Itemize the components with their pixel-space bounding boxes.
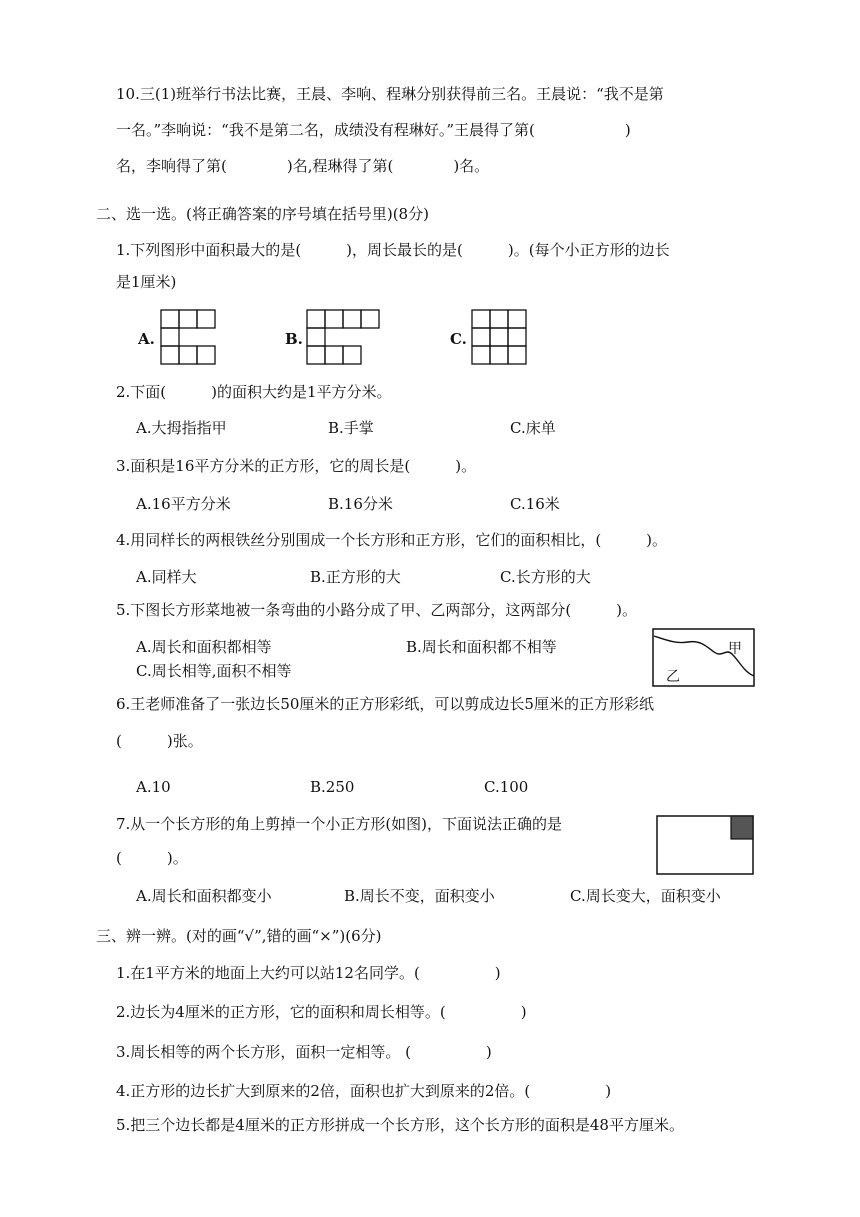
region-jia-label: 甲 [728, 641, 742, 657]
s2-q6-option-a: A.10 [136, 778, 171, 796]
s2-q7-line1: 7.从一个长方形的角上剪掉一个小正方形(如图)，下面说法正确的是 [116, 815, 563, 833]
figure-c-label: C. [450, 330, 467, 348]
s2-q6-line1: 6.王老师准备了一张边长50厘米的正方形彩纸，可以剪成边长5厘米的正方形彩纸 [116, 695, 654, 713]
q10-line1: 10.三(1)班举行书法比赛，王晨、李响、程琳分别获得前三名。王晨说：“我不是第 [116, 85, 664, 103]
s2-q3-option-c: C.16米 [510, 495, 560, 513]
s2-q4-option-c: C.长方形的大 [500, 568, 591, 586]
section3-heading: 三、辨一辨。(对的画“√”,错的画“×”)(6分) [96, 927, 382, 945]
section2-heading: 二、选一选。(将正确答案的序号填在括号里)(8分) [96, 205, 429, 223]
figure-a-label: A. [138, 330, 155, 348]
region-yi-label: 乙 [666, 669, 680, 685]
figure-b-label: B. [285, 330, 303, 348]
s3-item-1: 1.在1平方米的地面上大约可以站12名同学。( ) [116, 964, 501, 982]
s2-q7-option-a: A.周长和面积都变小 [136, 887, 272, 905]
s2-q4-option-a: A.同样大 [136, 568, 197, 586]
s2-q4-text: 4.用同样长的两根铁丝分别围成一个长方形和正方形，它们的面积相比，( )。 [116, 531, 668, 549]
cut-rectangle-figure [656, 815, 756, 877]
s2-q6-line2: ( )张。 [116, 732, 203, 750]
s2-q5-option-a: A.周长和面积都相等 [136, 638, 272, 656]
figure-b [306, 309, 386, 369]
s2-q7-option-b: B.周长不变，面积变小 [344, 887, 495, 905]
q10-line2: 一名。”李响说：“我不是第二名，成绩没有程琳好。”王晨得了第( ) [116, 121, 631, 139]
figure-a [160, 309, 220, 369]
s2-q2-option-c: C.床单 [510, 419, 556, 437]
s2-q2-option-b: B.手掌 [328, 419, 374, 437]
s3-item-4: 4.正方形的边长扩大到原来的2倍，面积也扩大到原来的2倍。( ) [116, 1082, 612, 1100]
figure-c [471, 309, 531, 369]
s2-q6-option-b: B.250 [310, 778, 355, 796]
s2-q3-option-a: A.16平方分米 [136, 495, 231, 513]
s2-q6-option-c: C.100 [484, 778, 529, 796]
s2-q4-option-b: B.正方形的大 [310, 568, 401, 586]
s2-q5-option-b: B.周长和面积都不相等 [406, 638, 557, 656]
s2-q3-text: 3.面积是16平方分米的正方形，它的周长是( )。 [116, 457, 477, 475]
s2-q7-option-c: C.周长变大，面积变小 [570, 887, 721, 905]
s2-q3-option-b: B.16分米 [328, 495, 393, 513]
s3-item-5: 5.把三个边长都是4厘米的正方形拼成一个长方形，这个长方形的面积是48平方厘米。 [116, 1116, 684, 1134]
s2-q5-option-c: C.周长相等,面积不相等 [136, 662, 292, 680]
s2-q7-line2: ( )。 [116, 849, 188, 867]
s2-q1-line2: 是1厘米) [116, 273, 177, 291]
q10-line3: 名，李响得了第( )名,程琳得了第( )名。 [116, 157, 490, 175]
s2-q5-text: 5.下图长方形菜地被一条弯曲的小路分成了甲、乙两部分，这两部分( )。 [116, 601, 638, 619]
s3-item-3: 3.周长相等的两个长方形，面积一定相等。 ( ) [116, 1043, 492, 1061]
garden-figure [652, 628, 756, 688]
s3-item-2: 2.边长为4厘米的正方形，它的面积和周长相等。( ) [116, 1003, 527, 1021]
s2-q2-option-a: A.大拇指指甲 [136, 419, 227, 437]
s2-q2-text: 2.下面( )的面积大约是1平方分米。 [116, 383, 392, 401]
s2-q1-line1: 1.下列图形中面积最大的是( )，周长最长的是( )。(每个小正方形的边长 [116, 241, 670, 259]
